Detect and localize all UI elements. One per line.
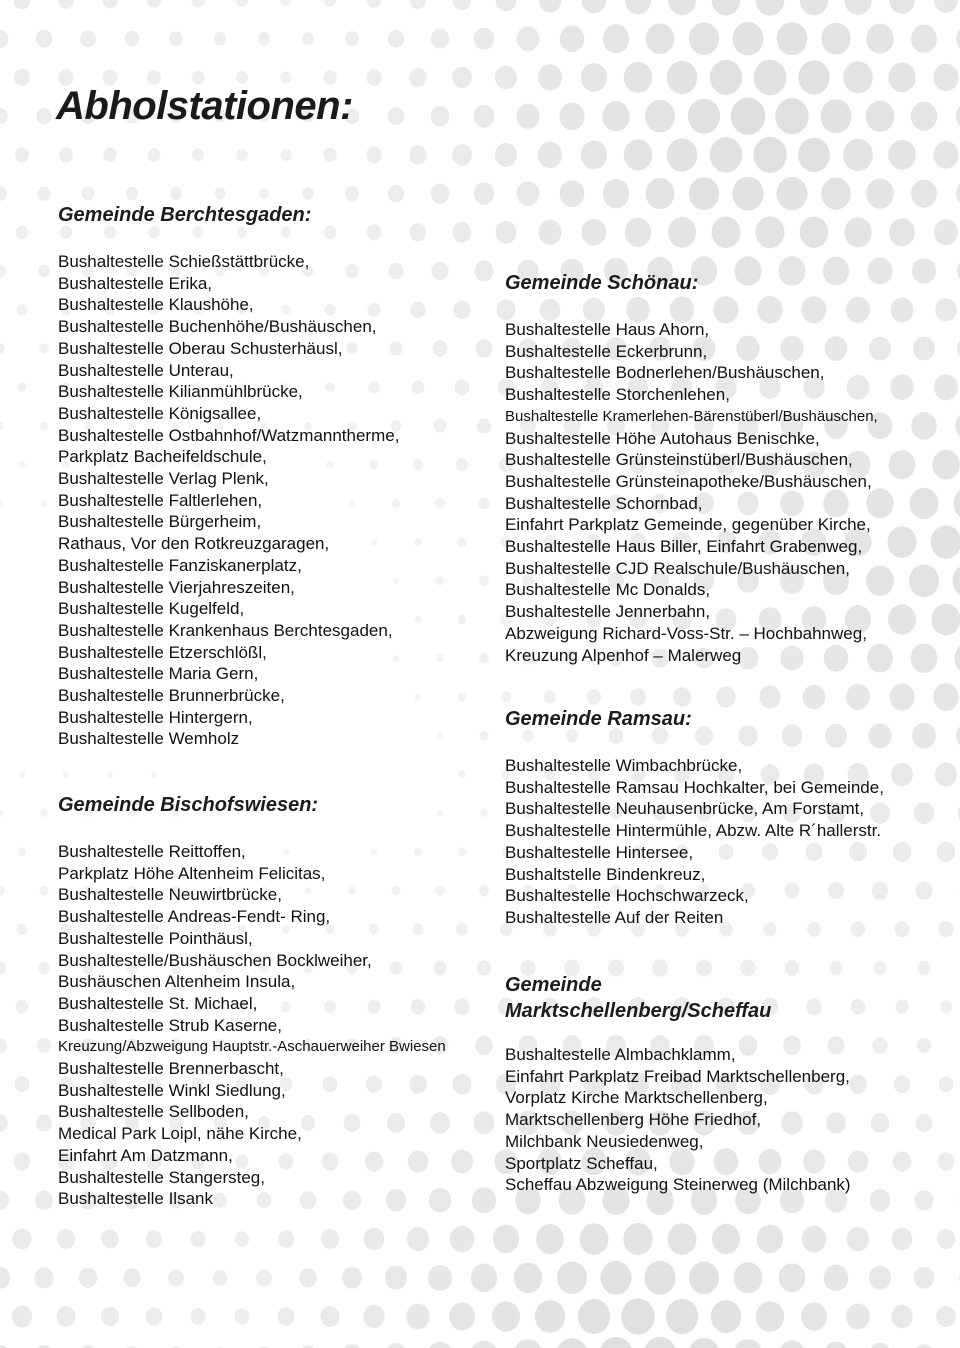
section-schoenau	[505, 270, 878, 666]
list-item: Parkplatz Bacheifeldschule,	[58, 447, 267, 467]
section-heading: Gemeinde Marktschellenberg/Scheffau	[505, 974, 772, 1022]
stop-list	[505, 755, 884, 929]
section-heading: Gemeinde Schönau:	[505, 272, 699, 294]
list-item: Bushaltestelle Kilianmühlbrücke,	[58, 382, 303, 402]
list-item: Bushaltestelle Etzerschlößl,	[58, 642, 267, 662]
page-title: Abholstationen:	[56, 84, 353, 128]
list-item: Bushaltestelle Bodnerlehen/Bushäuschen,	[505, 363, 825, 383]
list-item: Bushaltestelle Brunnerbrücke,	[58, 686, 285, 706]
list-item: Bushaltestelle/Bushäuschen Bocklweiher,	[58, 950, 372, 970]
list-item: Bushaltestelle Vierjahreszeiten,	[58, 577, 295, 597]
list-item: Bushaltestelle Grünsteinapotheke/Bushäuschen,	[505, 471, 872, 491]
list-item: Bushaltestelle Neuwirtbrücke,	[58, 885, 282, 905]
list-item: Bushaltestelle Almbachklamm,	[505, 1045, 736, 1064]
list-item: Bushaltestelle Krankenhaus Berchtesgaden,	[58, 620, 393, 640]
list-item: Bushaltestelle Königsallee,	[58, 403, 262, 423]
list-item: Abzweigung Richard-Voss-Str. – Hochbahnweg,	[505, 623, 867, 643]
list-item: Bushaltestelle Faltlerlehen,	[58, 490, 263, 510]
list-item: Bushaltestelle Auf der Reiten	[505, 907, 724, 927]
list-item: Bushaltestelle Hintermühle, Abzw. Alte R´hallerstr.	[505, 821, 882, 841]
list-item: Bushaltestelle St. Michael,	[58, 993, 258, 1013]
stop-list	[58, 841, 446, 1210]
list-item: Bushaltestelle Haus Ahorn,	[505, 320, 710, 339]
list-item: Bushaltestelle Sellboden,	[58, 1102, 249, 1122]
list-item: Sportplatz Scheffau,	[505, 1153, 658, 1173]
list-item: Bushaltstelle Bindenkreuz,	[505, 864, 706, 884]
list-item: Einfahrt Parkplatz Freibad Marktschellenberg,	[505, 1066, 850, 1086]
list-item: Bushaltestelle Stangersteg,	[58, 1167, 265, 1187]
list-item: Kreuzung/Abzweigung Hauptstr.-Aschauerweiher Bwiesen	[58, 1038, 446, 1056]
list-item: Bushaltestelle Unterau,	[58, 360, 234, 380]
list-item: Bushaltestelle Schießstättbrücke,	[58, 252, 310, 271]
list-item: Bushaltestelle Erika,	[58, 273, 213, 293]
list-item: Bushaltestelle Wimbachbrücke,	[505, 756, 743, 775]
list-item: Bushaltestelle Verlag Plenk,	[58, 469, 269, 489]
list-item: Scheffau Abzweigung Steinerweg (Milchbank)	[505, 1175, 851, 1195]
list-item: Bushaltestelle Fanziskanerplatz,	[58, 555, 302, 575]
section-heading: Gemeinde Bischofswiesen:	[58, 794, 319, 816]
section-ramsau	[505, 706, 884, 929]
section-marktschellenberg-scheffau	[505, 972, 851, 1196]
list-item: Rathaus, Vor den Rotkreuzgaragen,	[58, 534, 330, 554]
list-item: Bushaltestelle Haus Biller, Einfahrt Grabenweg,	[505, 537, 863, 557]
list-item: Bushaltestelle Jennerbahn,	[505, 602, 711, 622]
list-item: Bushaltestelle Schornbad,	[505, 493, 703, 513]
list-item: Bushaltestelle Andreas-Fendt- Ring,	[58, 907, 331, 927]
list-item: Bushaltestelle Strub Kaserne,	[58, 1015, 282, 1035]
list-item: Bushaltestelle Pointhäusl,	[58, 928, 253, 948]
stop-list	[505, 319, 878, 666]
list-item: Einfahrt Am Datzmann,	[58, 1145, 233, 1165]
section-heading: Gemeinde Ramsau:	[505, 708, 692, 730]
list-item: Bushaltestelle Reittoffen,	[58, 842, 246, 861]
section-bischofswiesen	[58, 792, 446, 1210]
list-item: Bushaltestelle Brennerbascht,	[58, 1059, 284, 1079]
list-item: Bushaltestelle Maria Gern,	[58, 664, 259, 684]
list-item: Einfahrt Parkplatz Gemeinde, gegenüber Kirche,	[505, 515, 871, 535]
list-item: Bushaltestelle Winkl Siedlung,	[58, 1080, 286, 1100]
list-item: Bushaltestelle Eckerbrunn,	[505, 341, 708, 361]
list-item: Bushaltestelle Hintersee,	[505, 842, 694, 862]
list-item: Bushaltestelle Storchenlehen,	[505, 385, 730, 405]
list-item: Bushaltestelle Ilsank	[58, 1189, 213, 1209]
list-item: Bushaltestelle Bürgerheim,	[58, 512, 262, 532]
list-item: Bushaltestelle Oberau Schusterhäusl,	[58, 338, 343, 358]
list-item: Kreuzung Alpenhof – Malerweg	[505, 645, 742, 665]
list-item: Bushaltestelle Klaushöhe,	[58, 295, 254, 315]
list-item: Bushaltestelle Neuhausenbrücke, Am Forstamt,	[505, 799, 865, 819]
list-item: Bushaltestelle Mc Donalds,	[505, 580, 711, 600]
list-item: Vorplatz Kirche Marktschellenberg,	[505, 1088, 768, 1108]
list-item: Bushaltestelle Höhe Autohaus Benischke,	[505, 428, 820, 448]
list-item: Bushäuschen Altenheim Insula,	[58, 972, 296, 992]
section-heading: Gemeinde Berchtesgaden:	[58, 204, 312, 226]
list-item: Bushaltestelle Ostbahnhof/Watzmanntherme,	[58, 425, 400, 445]
list-item: Bushaltestelle Ramsau Hochkalter, bei Gemeinde,	[505, 777, 884, 797]
list-item: Bushaltestelle Buchenhöhe/Bushäuschen,	[58, 317, 377, 337]
list-item: Marktschellenberg Höhe Friedhof,	[505, 1110, 762, 1130]
list-item: Bushaltestelle CJD Realschule/Bushäuschen,	[505, 558, 850, 578]
stop-list	[505, 1044, 851, 1196]
list-item: Medical Park Loipl, nähe Kirche,	[58, 1124, 302, 1144]
stop-list	[58, 251, 399, 750]
list-item: Bushaltestelle Hochschwarzeck,	[505, 886, 749, 906]
list-item: Milchbank Neusiedenweg,	[505, 1131, 704, 1151]
section-berchtesgaden	[58, 202, 399, 750]
list-item: Bushaltestelle Grünsteinstüberl/Bushäuschen,	[505, 450, 853, 470]
list-item: Bushaltestelle Hintergern,	[58, 707, 253, 727]
list-item: Parkplatz Höhe Altenheim Felicitas,	[58, 863, 326, 883]
list-item: Bushaltestelle Wemholz	[58, 729, 240, 749]
list-item: Bushaltestelle Kugelfeld,	[58, 599, 245, 619]
list-item: Bushaltestelle Kramerlehen-Bärenstüberl/Bushäuschen,	[505, 407, 878, 425]
